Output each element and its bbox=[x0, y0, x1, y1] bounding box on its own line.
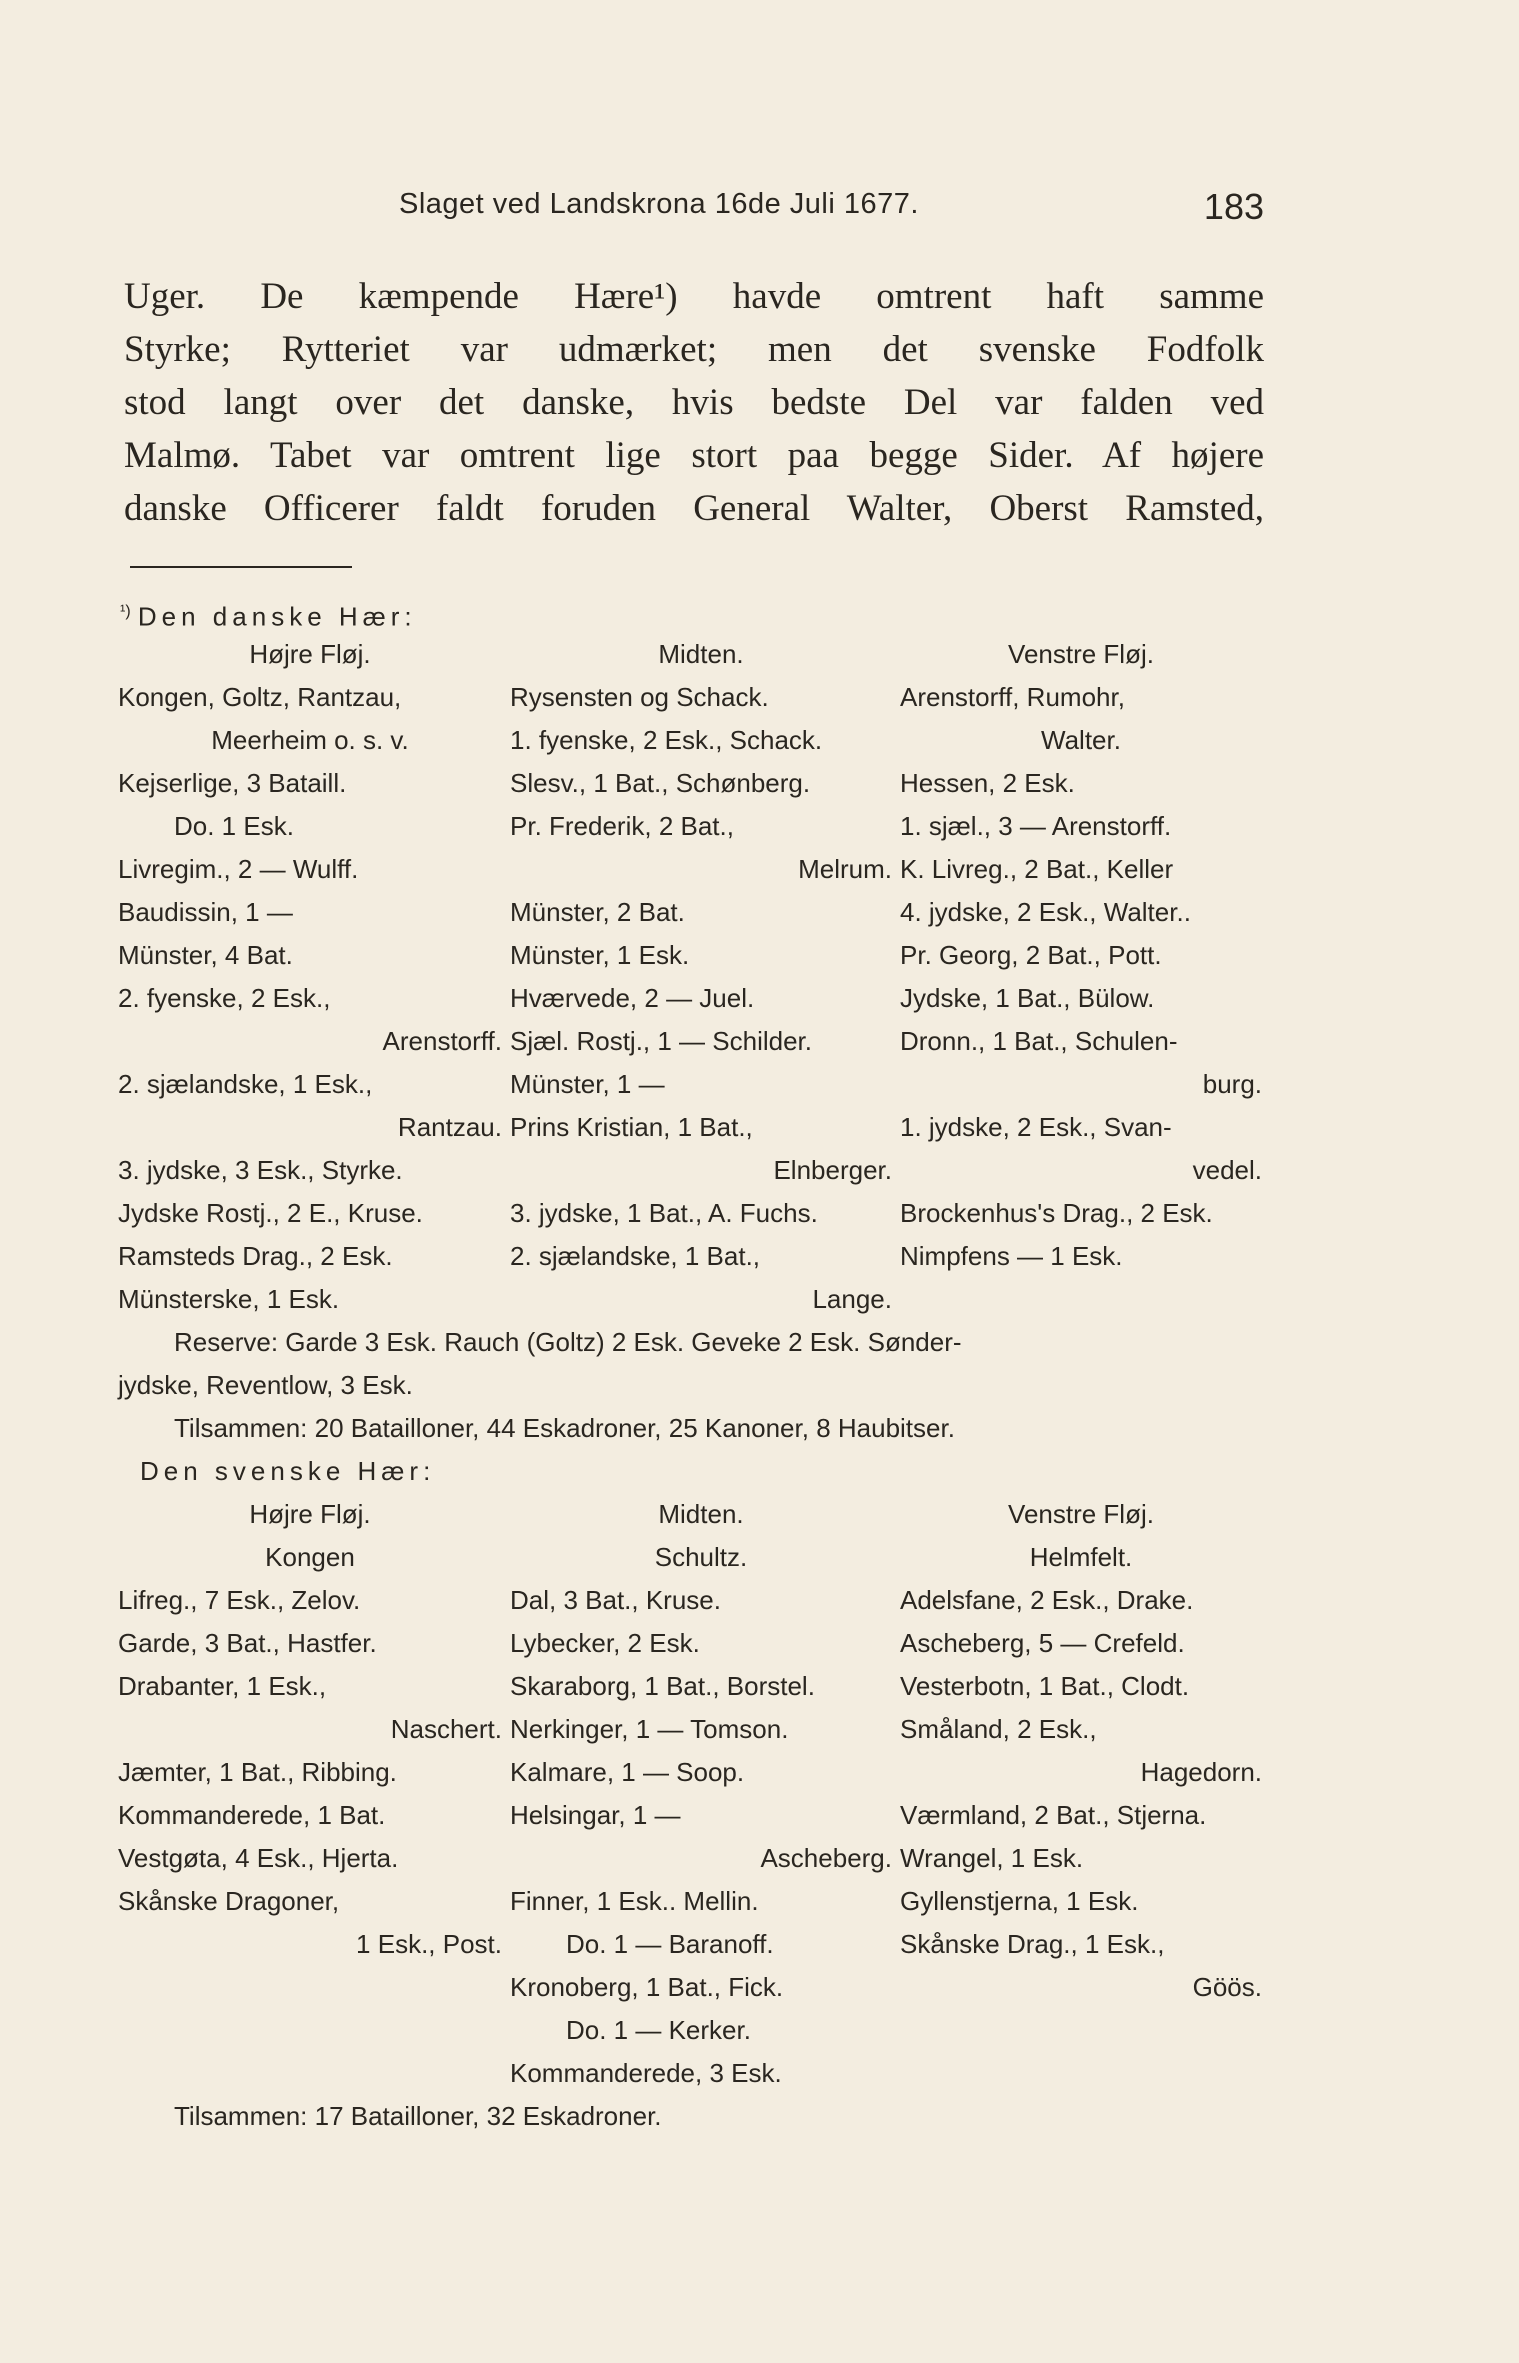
table-cell: Do. 1 — Kerker. bbox=[566, 2015, 751, 2045]
table-cell: Adelsfane, 2 Esk., Drake. bbox=[900, 1585, 1194, 1615]
table-cell: Småland, 2 Esk., bbox=[900, 1714, 1097, 1744]
swedish-army-title bbox=[118, 1450, 1270, 1493]
table-cell bbox=[118, 2009, 510, 2052]
table-cell bbox=[900, 2009, 1270, 2052]
table-cell: 1. fyenske, 2 Esk., Schack. bbox=[510, 725, 823, 755]
table-cell: Kommanderede, 1 Bat. bbox=[118, 1800, 386, 1830]
table-cell: Kronoberg, 1 Bat., Fick. bbox=[510, 1972, 784, 2002]
table-cell: Baudissin, 1 — bbox=[118, 897, 293, 927]
table-cell: Garde, 3 Bat., Hastfer. bbox=[118, 1628, 377, 1658]
table-cell: Ascheberg, 5 — Crefeld. bbox=[900, 1628, 1185, 1658]
body-line: Malmø. Tabet var omtrent lige stort paa begge Sider. Af højere bbox=[124, 435, 1264, 476]
table-cell: Nimpfens — 1 Esk. bbox=[900, 1241, 1123, 1271]
table-cell: Nerkinger, 1 — Tomson. bbox=[510, 1714, 789, 1744]
commander-name: Kongen bbox=[265, 1542, 355, 1572]
footnote-rule bbox=[130, 566, 352, 568]
table-cell: Kejserlige, 3 Bataill. bbox=[118, 768, 347, 798]
table-cell: Pr. Georg, 2 Bat., Pott. bbox=[900, 940, 1162, 970]
table-cell: 2. sjælandske, 1 Esk., bbox=[118, 1069, 373, 1099]
table-cell: Do. 1 Esk. bbox=[174, 811, 294, 841]
running-title: Slaget ved Landskrona 16de Juli 1677. bbox=[399, 188, 919, 220]
swedish-order-of-battle bbox=[118, 1579, 1270, 2095]
table-cell: Værmland, 2 Bat., Stjerna. bbox=[900, 1800, 1207, 1830]
table-cell: 2. sjælandske, 1 Bat., bbox=[510, 1241, 761, 1271]
danish-army-title bbox=[118, 590, 1270, 633]
swedish-title-text: Den svenske Hær: bbox=[140, 1456, 436, 1486]
table-cell: 3. jydske, 3 Esk., Styrke. bbox=[118, 1155, 403, 1185]
column-heading: Midten. bbox=[658, 639, 744, 669]
table-cell: Drabanter, 1 Esk., bbox=[118, 1671, 327, 1701]
table-cell: K. Livreg., 2 Bat., Keller bbox=[900, 854, 1174, 884]
table-cell: Münster, 4 Bat. bbox=[118, 940, 293, 970]
table-cell: Münster, 1 Esk. bbox=[510, 940, 690, 970]
table-cell: Münster, 2 Bat. bbox=[510, 897, 685, 927]
table-cell: Arenstorff, Rumohr, bbox=[900, 682, 1125, 712]
column-heading: Midten. bbox=[658, 1499, 744, 1529]
swedish-total: Tilsammen: 17 Batailloner, 32 Eskadroner. bbox=[174, 2101, 662, 2131]
table-cell: Rantzau. bbox=[397, 1112, 502, 1142]
table-cell: Vesterbotn, 1 Bat., Clodt. bbox=[900, 1671, 1190, 1701]
table-cell: Lange. bbox=[812, 1284, 892, 1314]
danish-headings bbox=[118, 633, 1270, 676]
table-cell: Rysensten og Schack. bbox=[510, 682, 769, 712]
danish-reserve: Reserve: Garde 3 Esk. Rauch (Goltz) 2 Esk. Geveke 2 Esk. Sønder- bbox=[174, 1327, 962, 1357]
column-heading: Venstre Fløj. bbox=[1008, 639, 1154, 669]
table-cell: Hessen, 2 Esk. bbox=[900, 768, 1075, 798]
body-line: Styrke; Rytteriet var udmærket; men det svenske Fodfolk bbox=[124, 329, 1264, 370]
table-cell: Kommanderede, 3 Esk. bbox=[510, 2058, 782, 2088]
table-cell: Göös. bbox=[1192, 1972, 1262, 2002]
danish-total: Tilsammen: 20 Batailloner, 44 Eskadroner, 25 Kanoner, 8 Haubitser. bbox=[174, 1413, 955, 1443]
table-cell: Jydske Rostj., 2 E., Kruse. bbox=[118, 1198, 423, 1228]
table-cell: Hværvede, 2 — Juel. bbox=[510, 983, 755, 1013]
body-line: stod langt over det danske, hvis bedste Del var falden ved bbox=[124, 382, 1264, 423]
table-cell: Skaraborg, 1 Bat., Borstel. bbox=[510, 1671, 815, 1701]
table-cell: Brockenhus's Drag., 2 Esk. bbox=[900, 1198, 1213, 1228]
table-cell: Naschert. bbox=[390, 1714, 502, 1744]
table-cell: 3. jydske, 1 Bat., A. Fuchs. bbox=[510, 1198, 818, 1228]
table-cell: Arenstorff. bbox=[382, 1026, 502, 1056]
table-cell: Elnberger. bbox=[773, 1155, 892, 1185]
table-cell: burg. bbox=[1202, 1069, 1262, 1099]
table-cell: Do. 1 — Baranoff. bbox=[566, 1929, 774, 1959]
table-cell bbox=[900, 2052, 1270, 2095]
page-header bbox=[124, 182, 1264, 232]
table-cell: Prins Kristian, 1 Bat., bbox=[510, 1112, 753, 1142]
table-cell: 1. sjæl., 3 — Arenstorff. bbox=[900, 811, 1172, 841]
page-number: 183 bbox=[1203, 186, 1264, 227]
table-cell: Ascheberg. bbox=[760, 1843, 892, 1873]
swedish-headings bbox=[118, 1493, 1270, 1536]
table-cell: Lifreg., 7 Esk., Zelov. bbox=[118, 1585, 361, 1615]
table-cell: Slesv., 1 Bat., Schønberg. bbox=[510, 768, 811, 798]
table-cell: Walter. bbox=[1041, 725, 1121, 755]
table-cell: Meerheim o. s. v. bbox=[211, 725, 409, 755]
table-cell: Vestgøta, 4 Esk., Hjerta. bbox=[118, 1843, 399, 1873]
table-cell: Hagedorn. bbox=[1140, 1757, 1262, 1787]
table-cell: Ramsteds Drag., 2 Esk. bbox=[118, 1241, 393, 1271]
table-cell: Münsterske, 1 Esk. bbox=[118, 1284, 340, 1314]
column-heading: Højre Fløj. bbox=[249, 1499, 371, 1529]
table-cell: Lybecker, 2 Esk. bbox=[510, 1628, 700, 1658]
table-cell: Dal, 3 Bat., Kruse. bbox=[510, 1585, 721, 1615]
table-cell: Kongen, Goltz, Rantzau, bbox=[118, 682, 402, 712]
table-cell: Jæmter, 1 Bat., Ribbing. bbox=[118, 1757, 397, 1787]
table-cell: Kalmare, 1 — Soop. bbox=[510, 1757, 745, 1787]
table-cell: 1 Esk., Post. bbox=[356, 1929, 502, 1959]
column-heading: Højre Fløj. bbox=[249, 639, 371, 669]
body-text bbox=[124, 270, 1264, 535]
body-line: danske Officerer faldt foruden General Walter, Oberst Ramsted, bbox=[124, 488, 1264, 529]
column-heading: Venstre Fløj. bbox=[1008, 1499, 1154, 1529]
body-line: Uger. De kæmpende Hære¹) havde omtrent haft samme bbox=[124, 276, 1264, 317]
table-cell: vedel. bbox=[1192, 1155, 1262, 1185]
footnote bbox=[118, 590, 1270, 2138]
table-cell: Livregim., 2 — Wulff. bbox=[118, 854, 359, 884]
table-cell: Melrum. bbox=[798, 854, 892, 884]
table-cell: Pr. Frederik, 2 Bat., bbox=[510, 811, 734, 841]
table-cell: 1. jydske, 2 Esk., Svan- bbox=[900, 1112, 1172, 1142]
table-cell: Gyllenstjerna, 1 Esk. bbox=[900, 1886, 1139, 1916]
table-cell: Skånske Dragoner, bbox=[118, 1886, 340, 1916]
table-cell: 4. jydske, 2 Esk., Walter.. bbox=[900, 897, 1191, 927]
table-cell: Dronn., 1 Bat., Schulen- bbox=[900, 1026, 1178, 1056]
table-cell: Sjæl. Rostj., 1 — Schilder. bbox=[510, 1026, 812, 1056]
table-cell: Skånske Drag., 1 Esk., bbox=[900, 1929, 1165, 1959]
table-cell: Jydske, 1 Bat., Bülow. bbox=[900, 983, 1155, 1013]
commander-name: Helmfelt. bbox=[1029, 1542, 1133, 1572]
table-cell: Helsingar, 1 — bbox=[510, 1800, 681, 1830]
table-cell: Finner, 1 Esk.. Mellin. bbox=[510, 1886, 759, 1916]
table-cell bbox=[900, 1278, 1270, 1321]
table-cell: 2. fyenske, 2 Esk., bbox=[118, 983, 331, 1013]
footnote-marker: ¹) bbox=[120, 603, 131, 620]
commander-name: Schultz. bbox=[654, 1542, 748, 1572]
swedish-commanders bbox=[118, 1536, 1270, 1579]
danish-title-text: Den danske Hær: bbox=[137, 601, 417, 632]
table-cell bbox=[118, 1966, 510, 2009]
danish-order-of-battle bbox=[118, 676, 1270, 1321]
table-cell bbox=[118, 2052, 510, 2095]
table-cell: Wrangel, 1 Esk. bbox=[900, 1843, 1084, 1873]
table-cell: Münster, 1 — bbox=[510, 1069, 665, 1099]
danish-reserve-cont: jydske, Reventlow, 3 Esk. bbox=[118, 1370, 413, 1400]
